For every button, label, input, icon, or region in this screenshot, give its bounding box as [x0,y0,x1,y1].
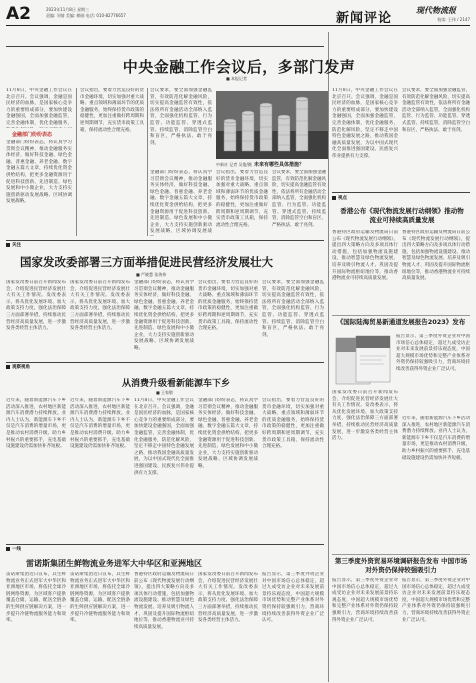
main-headline: 中央金融工作会议后，多部门发声 [122,58,356,76]
section-title: 新闻评论 [336,11,393,26]
third-text-3: 11月8日，中央金融工作会议在北京召开。会议强调，金融是国民经济的血脉，是国家核心竞争力的重要组成部分，要加快建设金融强国，全面加强金融监管，完善金融体制，优化金融服务，防范化解风险，坚定不移走中国特色金融发展之路，推动我国金融高质量发展，为以中国式现代化全面推进强国建设、民族复兴伟业提供有力支撑。 [134,398,194,476]
second-text-3: 金融部门纷纷表态，将认真学习贯彻会议精神，推动金融服务实体经济，做好科技金融、绿色金融、普惠金融、养老金融、数字金融五篇大文章，持续优化资金供给结构，把更多金融资源用于促进科技创新、先进制造、绿色发展和中小微企业，大力支持实施创新驱动发展战略、区域协调发展战略。 [134,280,194,351]
issue-meta [46,7,126,18]
third-text-5: 会议指出，要着力营造良好的货币金融环境，切实加强对重大战略、重点领域和薄弱环节的优质金融服务，始终保持货币政策的稳健性，更加注重做好跨周期和逆周期调节，充实货币政策工具箱，保持流动性合理充裕。 [262,398,324,450]
ev-countryside-headline: 从消费升级看新能源车下乡 [121,379,230,389]
column-divider [328,32,329,682]
newspaper-logo: 现代物流报 [416,5,456,15]
newspaper-page [6,4,470,680]
tag-marker-icon [332,196,336,200]
book-icon [334,334,392,386]
focus-tag [6,242,21,248]
third-text-1: 近年来，随着新能源汽车下乡活动深入推进，农村地区新能源汽车消费潜力持续释放。业内人士认为，新能源车下乡不仅是汽车消费的增量市场，更是推动农村消费升级、助力乡村振兴的重要抓手，充电基础设施建设仍需加快补齐短板。 [6,398,66,450]
viewpoint-tag [332,195,347,201]
frontline-tag [6,546,21,552]
main-story-text-5: 金融部门纷纷表态，将认真学习贯彻会议精神，推动金融服务实体经济，做好科技金融、绿色金融、普惠金融、养老金融、数字金融五篇大文章，持续优化资金供给结构，把更多金融资源用于促进科技创新、先进制造、绿色发展和中小微企业，大力支持实施创新驱动发展战略、区域协调发展战 [150,170,212,235]
divider [332,315,470,316]
divider [6,240,324,241]
fourth-text-2: 雷诺斯集团近日宣布，其生鲜物流业务正式进军大中华区和亚洲地区市场，将依托全球冷链网络资源，为区域客户提供覆盖仓储、运输、配送全链条的生鲜供应链解决方案，进一步提升冷链物流服务能力和效率。 [70,572,130,624]
tag-label: 一线 [12,547,21,552]
second-text-4: 会议指出，要着力营造良好的货币金融环境，切实加强对重大战略、重点领域和薄弱环节的优质金融服务，始终保持货币政策的稳健性，更加注重做好跨周期和逆周期调节，充实货币政策工具箱，保持流动性合理充裕。 [198,280,258,332]
main-story-text-7: 会议要求，要全面加强金融监管，有效防范化解金融风险，切实提高金融监管有效性，依法将所有金融活动全部纳入监管，全面强化机构监管、行为监管、功能监管、穿透式监管、持续监管，消除监管空白和盲区，严格执法、敢于亮剑。 [272,170,326,228]
tag-marker-icon [6,243,10,247]
main-story-text-3: 会议指出，要着力营造良好的货币金融环境，切实加强对重大战略、重点领域和薄弱环节的优质金融服务，始终保持货币政策的稳健性，更加注重做好跨周期和逆周期调节，充实货币政策工具箱，保持流动性合理充裕。 [80,88,144,133]
proof-editor: 校读: 王伟 / 2147 [437,17,470,22]
tag-label: 观察视角 [12,365,30,370]
report-text-2: 国家发改委日前召开新闻发布会，介绍促进民营经济发展壮大有关工作情况。发改委表示，将从优化发展环境、加大政策支持力度、强化法治保障三方面部署举措，持续推动民营经济高质量发展，进一步激发各类经营主体活力。 [332,390,398,442]
column-divider [147,88,148,236]
trade-text-2: 报告显示，第三季度外资企业对中国市场信心总体稳定，超过九成受访企业对未来发展前景持乐观态度，中国超大规模市场优势和完整产业体系对外资仍保持较强吸引力，营商环境持续改善获得外资企业广泛认可。 [402,578,470,623]
tag-marker-icon [6,547,10,551]
coins-photo [216,91,328,159]
right-text-1: 11月8日，中央金融工作会议在北京召开。会议强调，金融是国民经济的血脉，是国家核心竞争力的重要组成部分，要加快建设金融强国，全面加强金融监管，完善金融体制，优化金融服务，防范化解风险，坚定不移走中国特色金融发展之路，推动我国金融高质量发展，为以中国式现代化全面推进强国建设、民族复兴伟业提供有力支撑。 [332,88,398,159]
tag-label: 关注 [12,243,21,248]
photo-credit: 中新社 记者 吴俊/摄 [216,162,252,167]
fourth-text-3: 香港特区政府运输及物流局日前公布《现代物流发展行动纲领》，提出四大策略方向及多项具体行动措施，包括加强物流设施建设、推动智慧及绿色物流发展、培养及吸引物流人才、巩固及提升国际物流枢纽地位等，推动香港物流业可持续高质量发展。 [134,572,194,630]
coin-stacks-image [216,91,328,159]
main-subhead: 金融部门纷纷表态 [12,132,53,138]
fourth-text-1: 雷诺斯集团近日宣布，其生鲜物流业务正式进军大中华区和亚洲地区市场，将依托全球冷链网络资源，为区域客户提供覆盖仓储、运输、配送全链条的生鲜供应链解决方案，进一步提升冷链物流服务能力和效率。 [6,572,66,624]
second-text-1: 国家发改委日前召开新闻发布会，介绍促进民营经济发展壮大有关工作情况。发改委表示，将从优化发展环境、加大政策支持力度、强化法治保障三方面部署举措，持续推动民营经济高质量发展，进一步激发各类经营主体活力。 [6,280,66,332]
second-text-2: 国家发改委日前召开新闻发布会，介绍促进民营经济发展壮大有关工作情况。发改委表示，将从优化发展环境、加大政策支持力度、强化法治保障三方面部署举措，持续推动民营经济高质量发展，进一步激发各类经营主体活力。 [70,280,130,332]
private-economy-headline: 国家发改委部署三方面举措促进民营经济发展壮大 [20,255,273,269]
divider [332,554,470,555]
issue-date: 2023年11月8日 星期三 [46,7,90,12]
editor-contact: 责编: 刘倩 美编: 赖刚 电话: 010-82776657 [46,12,126,18]
divider [6,46,324,47]
main-byline: ■ 本报记者 [226,76,248,81]
main-story-text-4: 会议要求，要全面加强金融监管，有效防范化解金融风险，切实提高金融监管有效性，依法将所有金融活动全部纳入监管，全面强化机构监管、行为监管、功能监管、穿透式监管、持续监管，消除监管空白和盲区，严格执法、敢于亮剑。 [150,88,212,146]
third-byline: ■ 王家敬 [156,390,174,395]
divider [6,362,324,363]
divider [6,544,324,545]
trade-text-1: 报告显示，第三季度外资企业对中国市场信心总体稳定，超过九成受访企业对未来发展前景持乐观态度，中国超大规模市场优势和完整产业体系对外资仍保持较强吸引力，营商环境持续改善获得外资企业广泛认可。 [332,578,398,623]
page-number: A2 [6,4,31,24]
masthead [6,4,470,26]
report-cover-image [334,334,392,386]
main-story-text-1: 11月8日，中央金融工作会议在北京召开。会议强调，金融是国民经济的血脉，是国家核心竞争力的重要组成部分，要加快建设金融强国，全面加强金融监管，完善金融体制，优化金融服务， [6,88,72,126]
report-text-1: 报告显示，第三季度外资企业对中国市场信心总体稳定，超过九成受访企业对未来发展前景持乐观态度，中国超大规模市场优势和完整产业体系对外资仍保持较强吸引力，营商环境持续改善获得外资企业广泛认可。 [396,334,470,372]
third-text-2: 近年来，随着新能源汽车下乡活动深入推进，农村地区新能源汽车消费潜力持续释放。业内人士认为，新能源车下乡不仅是汽车消费的增量市场，更是推动农村消费升级、助力乡村振兴的重要抓手，充电基础设施建设仍需加快补齐短板。 [70,398,130,450]
hk-story-text-2: 香港特区政府运输及物流局日前公布《现代物流发展行动纲领》，提出四大策略方向及多项具体行动措施，包括加强物流设施建设、推动智慧及绿色物流发展、培养及吸引物流人才、巩固及提升国际物流枢纽地位等，推动香港物流业可持续高质量发展。 [402,230,470,282]
tag-marker-icon [6,365,10,369]
reynolds-headline: 雷诺斯集团生鲜物流业务进军大中华区和亚洲地区 [26,559,202,568]
third-text-4: 金融部门纷纷表态，将认真学习贯彻会议精神，推动金融服务实体经济，做好科技金融、绿色金融、普惠金融、养老金融、数字金融五篇大文章，持续优化资金供给结构，把更多金融资源用于促进科技创新、先进制造、绿色发展和中小微企业，大力支持实施创新驱动发展战略、区域协调发展战略。 [198,398,258,469]
hk-logistics-headline: 香港公布《现代物流发展行动纲领》推动物流业可持续高质量发展 [340,207,464,224]
second-byline: ■ 严晓慧 张海伟 [136,272,167,277]
fourth-text-4: 国家发改委日前召开新闻发布会，介绍促进民营经济发展壮大有关工作情况。发改委表示，将从优化发展环境、加大政策支持力度、强化法治保障三方面部署举措，持续推动民营经济高质量发展，进一步激发各类经营主体活力。 [198,572,258,624]
report-headline: 《国际陆海贸易新通道发展报告2023》发布 [336,318,466,326]
report-text-3: 近年来，随着新能源汽车下乡活动深入推进，农村地区新能源汽车消费潜力持续释放。业内人士认为，新能源车下乡不仅是汽车消费的增量市场，更是推动农村消费升级、助力乡村振兴的重要抓手，充电基础设施建设仍需加快补齐短板。 [402,416,470,461]
main-story-text-2: 金融部门纷纷表态，将认真学习贯彻会议精神，推动金融服务实体经济，做好科技金融、绿色金融、普惠金融、养老金融、数字金融五篇大文章，持续优化资金供给结构，把更多金融资源用于促进科技创新、先进制造、绿色发展和中小微企业，大力支持实施创新驱动发展战略、区域协调发展战略。 [6,140,72,205]
observation-tag [6,364,30,370]
foreign-trade-headline: 第三季度外资贸易环境调研报告发布 中国市场对外资仍保持较强吸引力 [334,557,468,574]
main-story-text-6: 会议指出，要着力营造良好的货币金融环境，切实加强对重大战略、重点领域和薄弱环节的优质金融服务，始终保持货币政策的稳健性，更加注重做好跨周期和逆周期调节，充实货币政策工具箱，保持流动性合理充裕。 [216,170,268,228]
second-text-5: 会议要求，要全面加强金融监管，有效防范化解金融风险，切实提高金融监管有效性，依法将所有金融活动全部纳入监管，全面强化机构监管、行为监管、功能监管、穿透式监管、持续监管，消除监管空白和盲区，严格执法、敢于亮剑。 [262,280,324,338]
fourth-text-5: 报告显示，第三季度外资企业对中国市场信心总体稳定，超过九成受访企业对未来发展前景持乐观态度，中国超大规模市场优势和完整产业体系对外资仍保持较强吸引力，营商环境持续改善获得外资企业广泛认可。 [262,572,324,624]
tag-label: 视点 [338,196,347,201]
column-divider [76,88,77,236]
hk-story-text-1: 香港特区政府运输及物流局日前公布《现代物流发展行动纲领》，提出四大策略方向及多项具体行动措施，包括加强物流设施建设、推动智慧及绿色物流发展、培养及吸引物流人才、巩固及提升国际物流枢纽地位等，推动香港物流业可持续高质量发展。 [332,230,398,282]
photo-caption: 未来有哪些具体措施？ [254,162,305,168]
divider [332,192,470,193]
right-text-2: 会议要求，要全面加强金融监管，有效防范化解金融风险，切实提高金融监管有效性，依法将所有金融活动全部纳入监管，全面强化机构监管、行为监管、功能监管、穿透式监管、持续监管，消除监管空白和盲区，严格执法、敢于亮剑。 [402,88,470,133]
